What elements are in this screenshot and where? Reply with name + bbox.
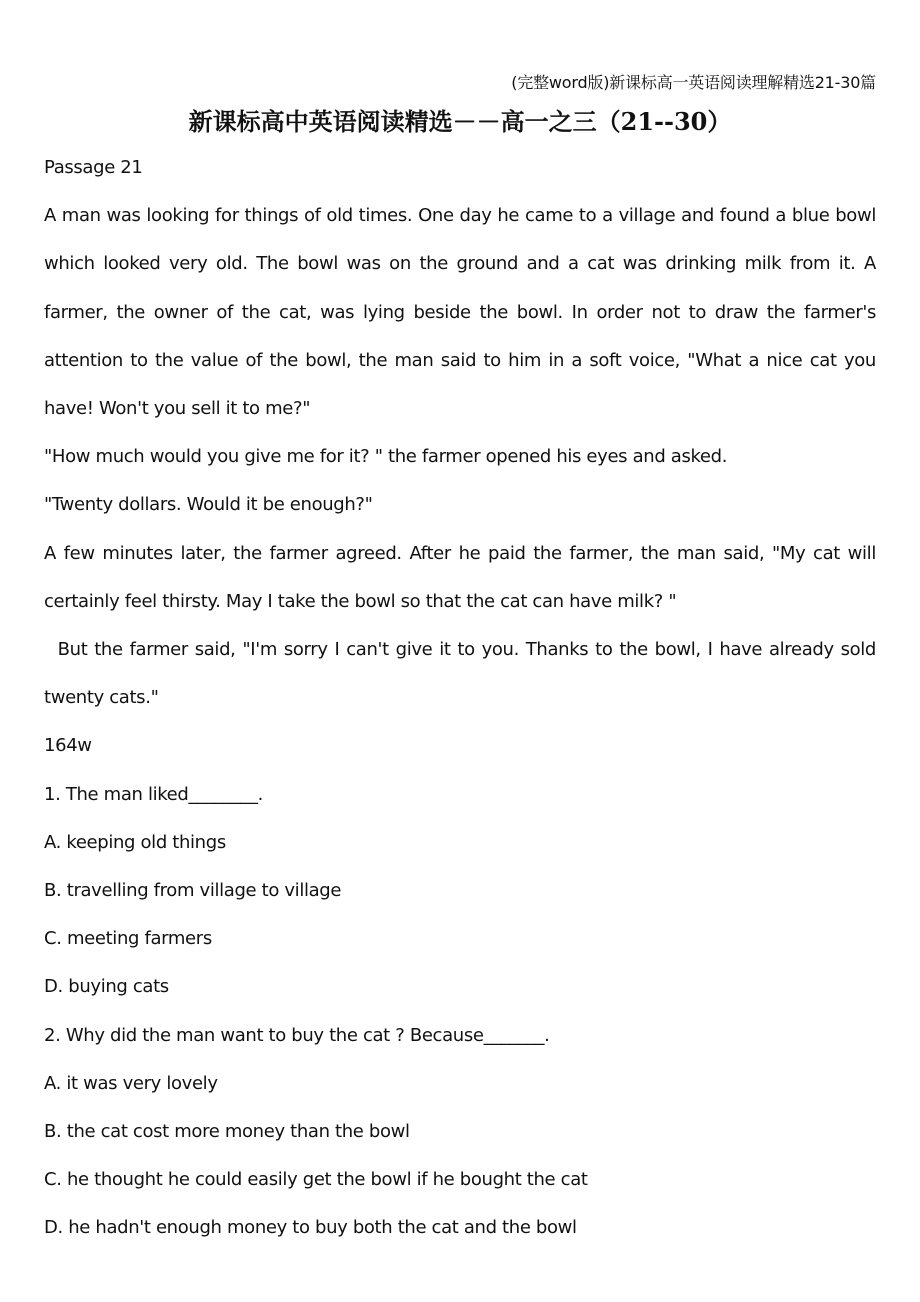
document-title: 新课标高中英语阅读精选－－高一之三（21--30） [188, 107, 732, 136]
answer-option: A. it was very lovely [44, 1072, 218, 1094]
answer-option: C. meeting farmers [44, 928, 212, 950]
answer-option: C. he thought he could easily get the bowl if he bought the cat [44, 1169, 588, 1191]
answer-option: B. the cat cost more money than the bowl [44, 1121, 410, 1143]
question-stem: 1. The man liked________. [44, 783, 264, 805]
passage-body [44, 144, 876, 1253]
passage-paragraph: But the farmer said, "I'm sorry I can't give it to you. Thanks to the bowl, I have already sold twenty cats." [44, 639, 876, 709]
answer-option: D. he hadn't enough money to buy both the cat and the bowl [44, 1217, 577, 1239]
passage-paragraph: A few minutes later, the farmer agreed. After he paid the farmer, the man said, "My cat will certainly feel thirsty. May I take the bowl so that the cat can have milk? " [44, 542, 876, 612]
word-count: 164w [44, 735, 92, 757]
answer-option: B. travelling from village to village [44, 880, 342, 902]
passage-paragraph: A man was looking for things of old times. One day he came to a village and found a blue bowl which looked very old. The bowl was on the ground and a cat was drinking milk from it. A farmer, the owner of the cat, was lying beside the bowl. In order not to draw the farmer's attention to the value of the bowl, the man said to him in a soft voice, "What a nice cat you have! Won't you sell it to me?" [44, 205, 876, 420]
passage-paragraph: "How much would you give me for it? " the farmer opened his eyes and asked. [44, 446, 728, 468]
answer-option: D. buying cats [44, 976, 169, 998]
document-header: (完整word版)新课标高一英语阅读理解精选21-30篇 [511, 73, 876, 92]
answer-option: A. keeping old things [44, 831, 226, 853]
question-stem: 2. Why did the man want to buy the cat ? Because_______. [44, 1024, 550, 1046]
passage-label: Passage 21 [44, 157, 143, 178]
passage-paragraph: "Twenty dollars. Would it be enough?" [44, 494, 373, 516]
